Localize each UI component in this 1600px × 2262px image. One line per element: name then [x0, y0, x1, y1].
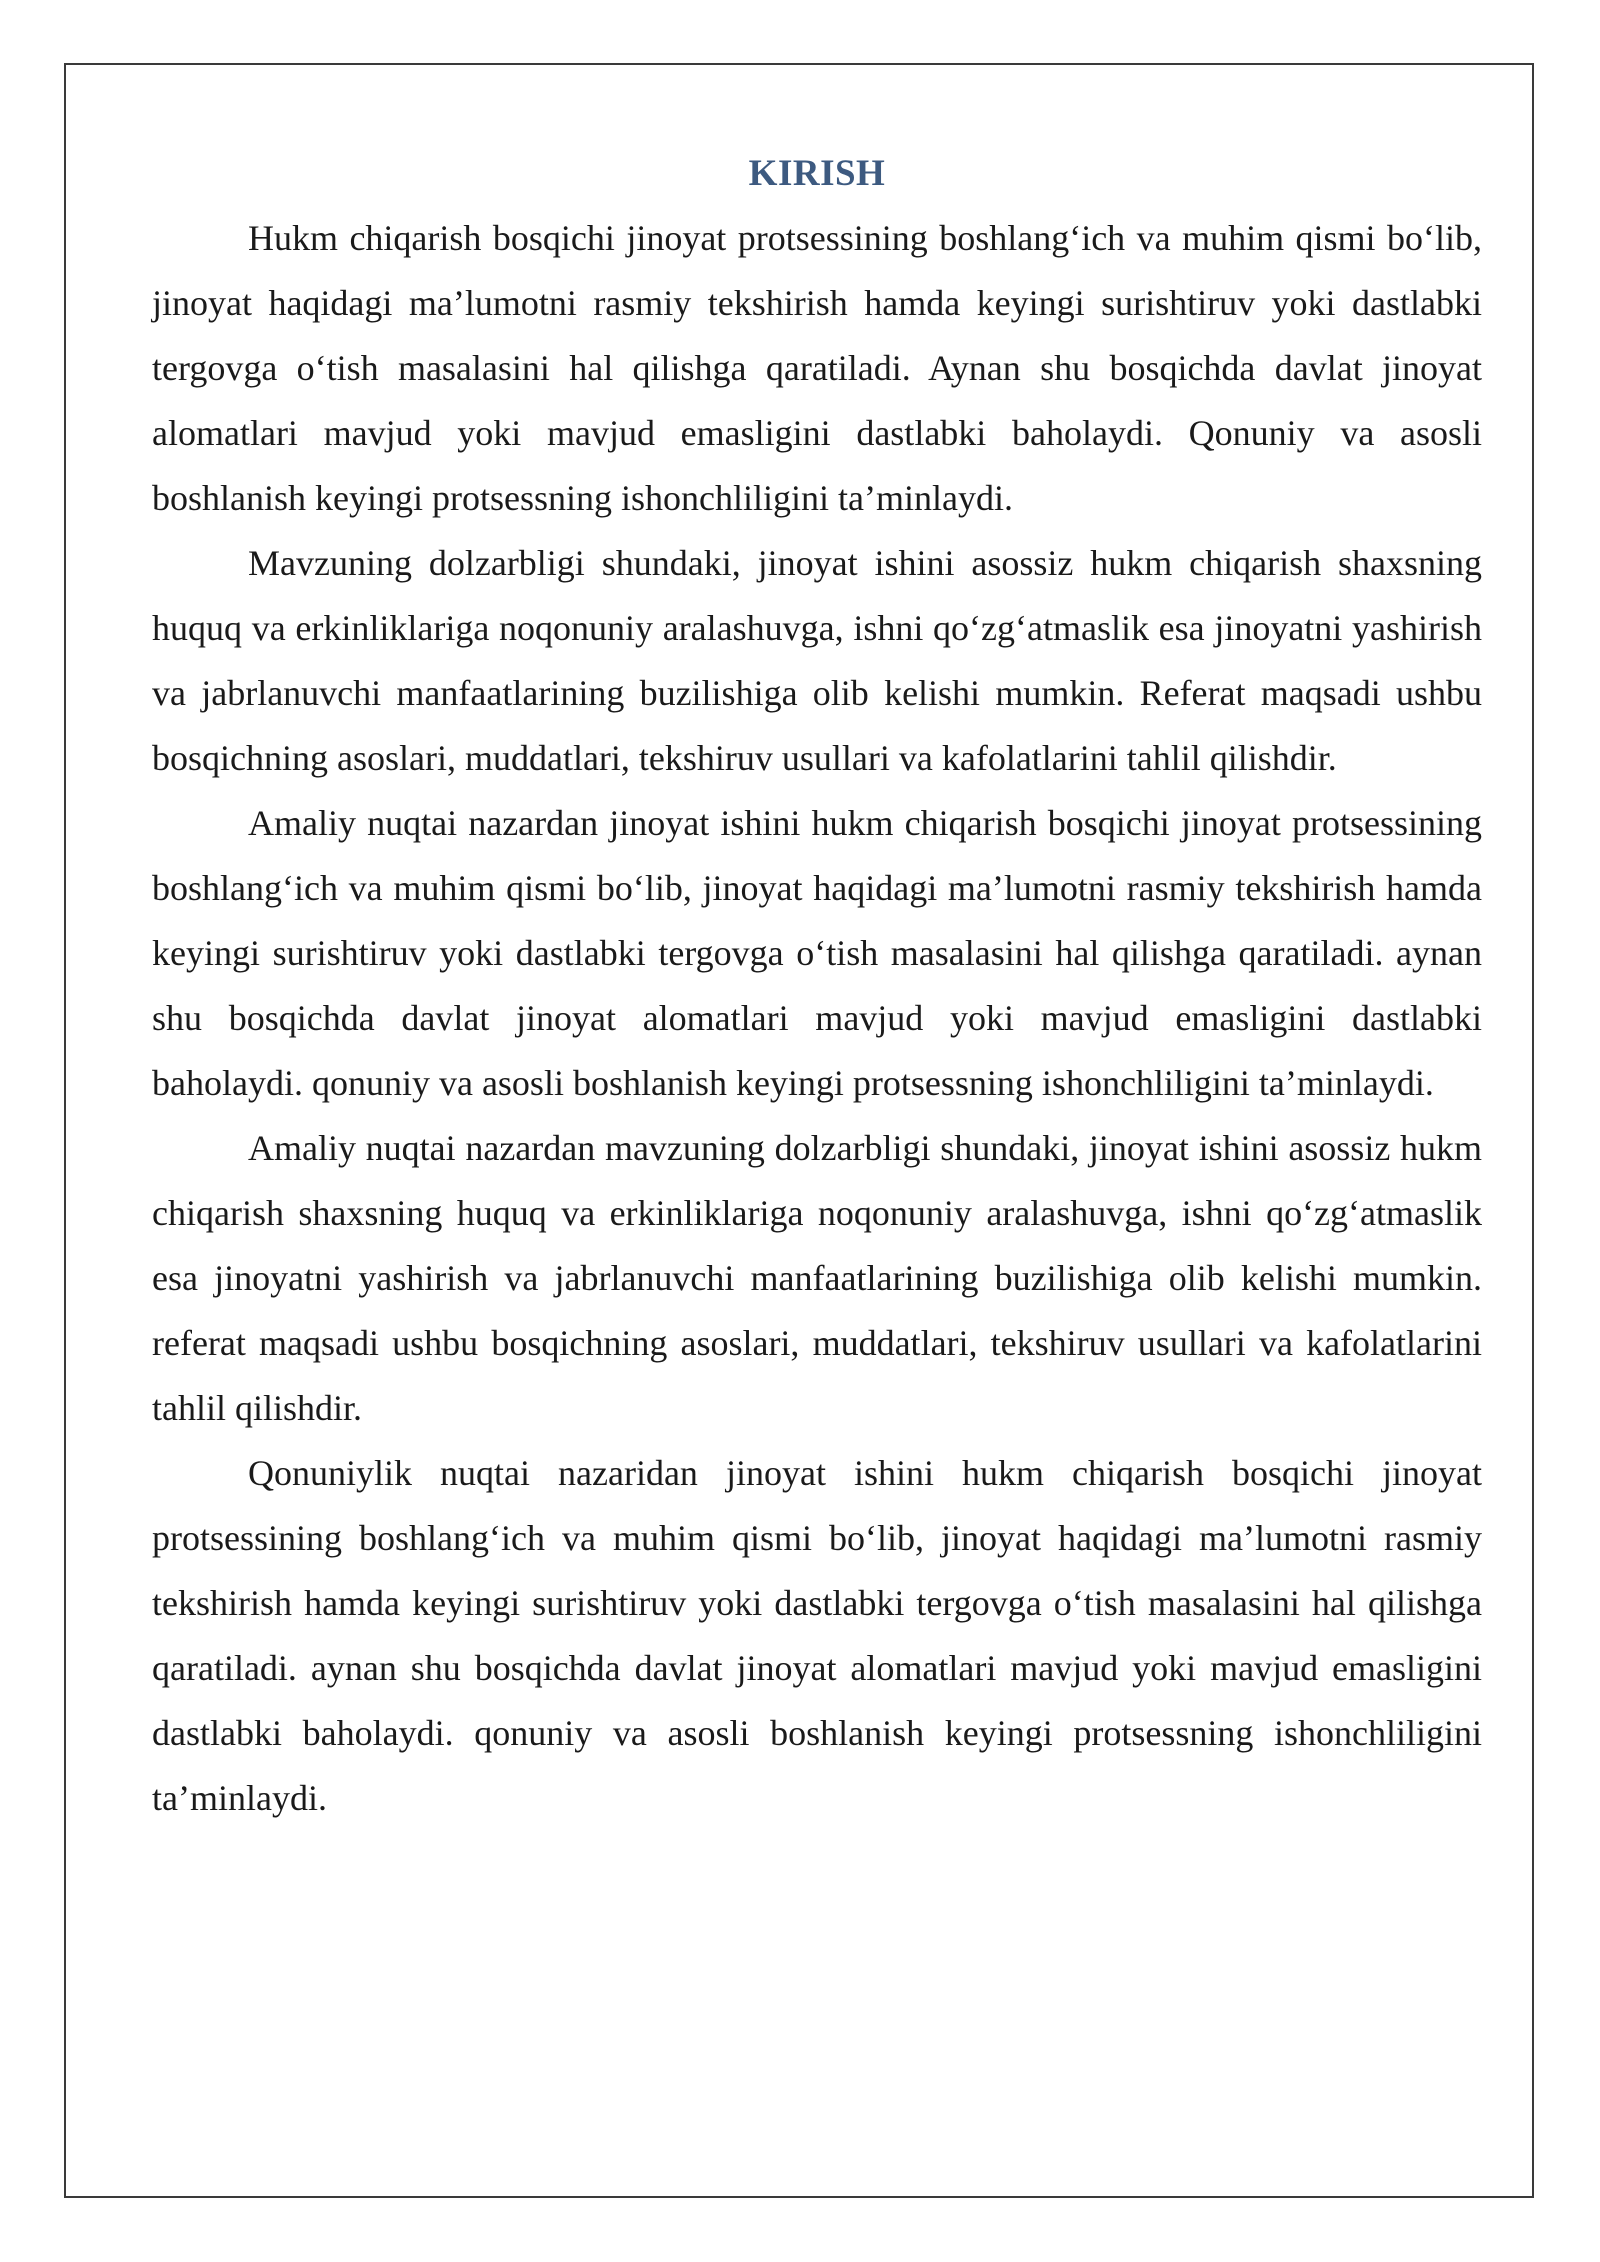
document-body: [152, 148, 1482, 1831]
paragraph-relevance: Mavzuning dolzarbligi shundaki, jinoyat ishini asossiz hukm chiqarish shaxsning huquq va erkinliklariga noqonuniy aralashuvga, ishni qo‘zg‘atmaslik esa jinoyatni yashirish va jabrlanuvchi manfaatlarining buzilishiga olib kelishi mumkin. Referat maqsadi ushbu bosqichning asoslari, muddatlari, tekshiruv usullari va kafolatlarini tahlil qilishdir.: [152, 543, 1482, 778]
paragraph-intro: Hukm chiqarish bosqichi jinoyat protsessining boshlang‘ich va muhim qismi bo‘lib, jinoyat haqidagi ma’lumotni rasmiy tekshirish hamda keyingi surishtiruv yoki dastlabki tergovga o‘tish masalasini hal qilishga qaratiladi. Aynan shu bosqichda davlat jinoyat alomatlari mavjud yoki mavjud emasligini dastlabki baholaydi. Qonuniy va asosli boshlanish keyingi protsessning ishonchliligini ta’minlaydi.: [152, 218, 1482, 518]
paragraph-practical: Amaliy nuqtai nazardan jinoyat ishini hukm chiqarish bosqichi jinoyat protsessining boshlang‘ich va muhim qismi bo‘lib, jinoyat haqidagi ma’lumotni rasmiy tekshirish hamda keyingi surishtiruv yoki dastlabki tergovga o‘tish masalasini hal qilishga qaratiladi. aynan shu bosqichda davlat jinoyat alomatlari mavjud yoki mavjud emasligini dastlabki baholaydi. qonuniy va asosli boshlanish keyingi protsessning ishonchliligini ta’minlaydi.: [152, 803, 1482, 1103]
paragraph-practical-relevance: Amaliy nuqtai nazardan mavzuning dolzarbligi shundaki, jinoyat ishini asossiz hukm chiqarish shaxsning huquq va erkinliklariga noqonuniy aralashuvga, ishni qo‘zg‘atmaslik esa jinoyatni yashirish va jabrlanuvchi manfaatlarining buzilishiga olib kelishi mumkin. referat maqsadi ushbu bosqichning asoslari, muddatlari, tekshiruv usullari va kafolatlarini tahlil qilishdir.: [152, 1128, 1482, 1428]
paragraph-legality: Qonuniylik nuqtai nazaridan jinoyat ishini hukm chiqarish bosqichi jinoyat protsessining boshlang‘ich va muhim qismi bo‘lib, jinoyat haqidagi ma’lumotni rasmiy tekshirish hamda keyingi surishtiruv yoki dastlabki tergovga o‘tish masalasini hal qilishga qaratiladi. aynan shu bosqichda davlat jinoyat alomatlari mavjud yoki mavjud emasligini dastlabki baholaydi. qonuniy va asosli boshlanish keyingi protsessning ishonchliligini ta’minlaydi.: [152, 1453, 1482, 1818]
page-title: KIRISH: [748, 153, 886, 194]
